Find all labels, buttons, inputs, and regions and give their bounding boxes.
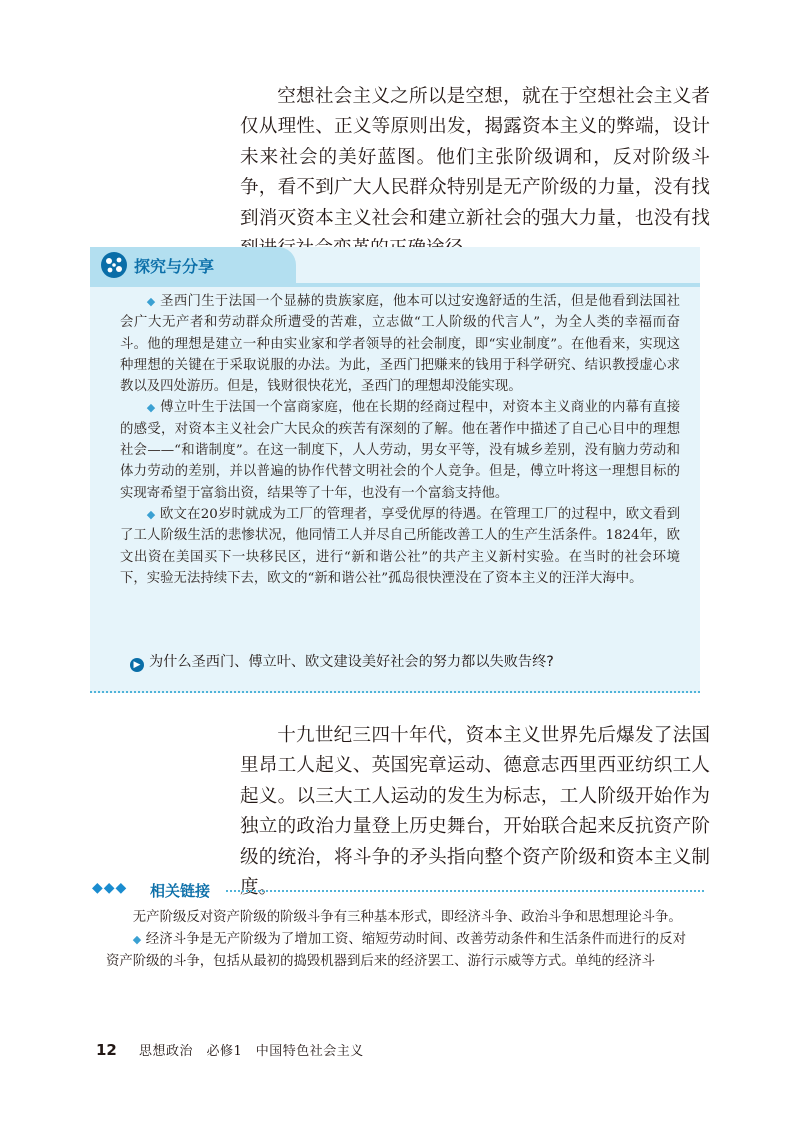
workers-movement-section: [240, 721, 710, 903]
book-title: 思想政治 必修1 中国特色社会主义: [139, 1044, 364, 1059]
related-link-header: [92, 878, 704, 902]
fourier-paragraph: ◆ 傅立叶生于法国一个富商家庭，他在长期的经商过程中，对资本主义商业的内幕有直接的感受，对资本主义社会广大民众的疾苦有深刻的了解。他在著作中描述了自己心目中的理想社会——“和谐制度”。在这一制度下，人人劳动，男女平等，没有城乡差别，没有脑力劳动和体力劳动的差别，并以普遍的协作代替文明社会的个人竞争。但是，傅立叶将这一理想目标的实现寄希望于富翁出资，结果等了十年，也没有一个富翁支持他。: [120, 400, 680, 501]
page-footer: [96, 1040, 364, 1060]
related-paragraph: ◆ 经济斗争是无产阶级为了增加工资、缩短劳动时间、改善劳动条件和生活条件而进行的反对资产阶级的斗争，包括从最初的捣毁机器到后来的经济罢工、游行示威等方式。单纯的经济斗: [106, 932, 686, 969]
related-paragraph: 无产阶级反对资产阶级的阶级斗争有三种基本形式，即经济斗争、政治斗争和思想理论斗争。: [132, 910, 682, 925]
box-title: 探究与分享: [134, 257, 215, 276]
triple-diamond-icon: ◆◆◆: [92, 880, 128, 896]
diamond-bullet-icon: ◆: [132, 933, 142, 946]
saint-simon-paragraph: ◆ 圣西门生于法国一个显赫的贵族家庭，他本可以过安逸舒适的生活，但是他看到法国社会广大无产者和劳动群众所遭受的苦难，立志做“工人阶级的代言人”，为全人类的幸福而奋斗。他的理想是建立一种由实业家和学者领导的社会制度，即“实业制度”。在他看来，实现这种理想的关键在于采取说服的办法。为此，圣西门把赚来的钱用于科学研究、结识教授虚心求教以及四处游历。但是，钱财很快花光，圣西门的理想却没能实现。: [120, 294, 680, 395]
diamond-bullet-icon: ◆: [146, 401, 156, 415]
box-header-tab: [90, 247, 296, 283]
diamond-bullet-icon: ◆: [146, 295, 156, 308]
explore-share-box: [90, 247, 700, 693]
diamond-bullet-icon: ◆: [146, 507, 156, 521]
dotted-divider: [226, 890, 704, 892]
explore-share-icon: [98, 250, 130, 280]
intro-section: [240, 82, 710, 264]
workers-movement-paragraph: 十九世纪三四十年代，资本主义世界先后爆发了法国里昂工人起义、英国宪章运动、德意志西里西亚纺织工人起义。以三大工人运动的发生为标志，工人阶级开始作为独立的政治力量登上历史舞台，开始联合起来反抗资产阶级的统治，将斗争的矛头指向整个资产阶级和资本主义制度。: [240, 725, 710, 899]
discussion-question: [130, 651, 690, 672]
play-arrow-icon: ▶: [130, 658, 144, 672]
box-header-strip: [90, 283, 700, 287]
intro-paragraph: 空想社会主义之所以是空想，就在于空想社会主义者仅从理性、正义等原则出发，揭露资本主义的弊端，设计未来社会的美好蓝图。他们主张阶级调和，反对阶级斗争，看不到广大人民群众特别是无产阶级的力量，没有找到消灭资本主义社会和建立新社会的强大力量，也没有找: [240, 86, 710, 229]
related-link-title: 相关链接: [150, 882, 211, 900]
owen-paragraph: ◆ 欧文在20岁时就成为工厂的管理者，享受优厚的待遇。在管理工厂的过程中，欧文看到了工人阶级生活的悲惨状况，他同情工人并尽自己所能改善工人的生产生活条件。1824年，欧文出资在美国买下一块移民区，进行“新和谐公社”的共产主义新村实验。在当时的社会环境下，实验无法持续下去，欧文的“新和谐公社”孤岛很快湮没在了资本主义的汪洋大海中。: [120, 506, 680, 586]
question-text: 为什么圣西门、傅立叶、欧文建设美好社会的努力都以失败告终?: [149, 654, 554, 670]
page-number: 12: [96, 1041, 117, 1059]
related-link-body: [106, 907, 686, 973]
box-body: [120, 291, 680, 589]
